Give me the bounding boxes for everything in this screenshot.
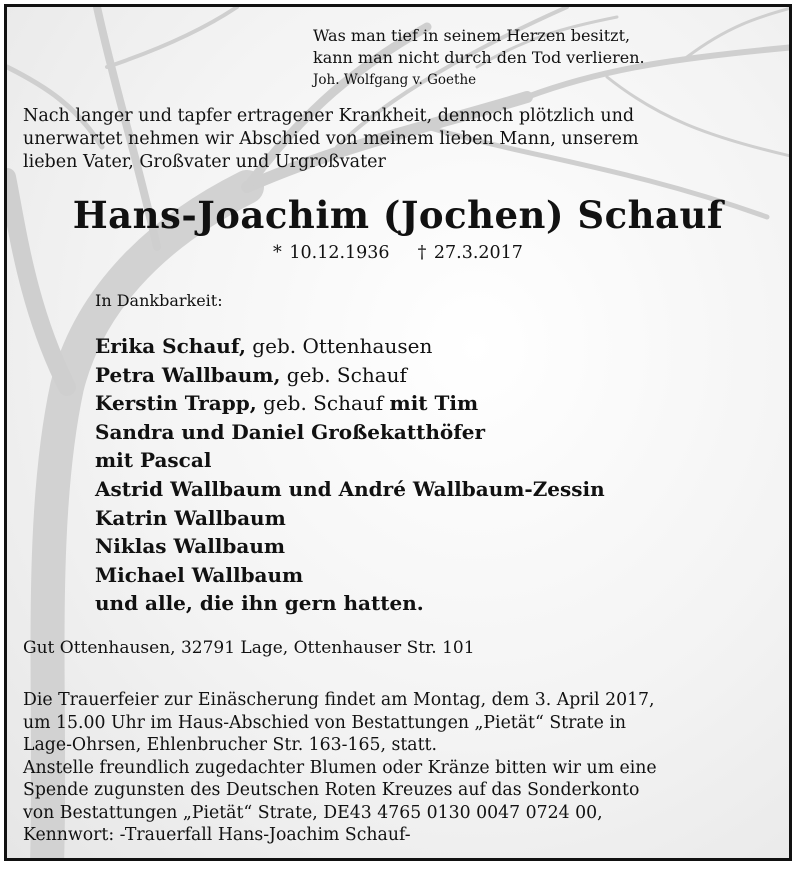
deceased-name: Hans-Joachim (Jochen) Schauf bbox=[72, 193, 724, 237]
obituary-frame bbox=[4, 4, 792, 861]
intro-line-2: unerwartet nehmen wir Abschied von meinem lieben Mann, unserem bbox=[23, 129, 639, 149]
thanks-label: In Dankbarkeit: bbox=[95, 291, 223, 310]
mourner-petra bbox=[95, 361, 605, 390]
quote-line-1: Was man tief in seinem Herzen besitzt, bbox=[313, 26, 631, 45]
mourner-note: geb. Ottenhausen bbox=[245, 334, 433, 358]
mourner-with: mit Tim bbox=[389, 391, 479, 416]
life-dates bbox=[7, 243, 789, 263]
mourner-pascal: mit Pascal bbox=[95, 448, 212, 473]
mourner-sandra: Sandra und Daniel Großekatthöfer bbox=[95, 419, 486, 444]
family-list bbox=[95, 332, 605, 618]
family-address: Gut Ottenhausen, 32791 Lage, Ottenhauser Str. 101 bbox=[23, 638, 475, 658]
mourner-kerstin bbox=[95, 389, 605, 418]
service-line-1: Die Trauerfeier zur Einäscherung findet am Montag, dem 3. April 2017, bbox=[23, 690, 655, 710]
mourner-closing: und alle, die ihn gern hatten. bbox=[95, 591, 424, 616]
service-line-6: von Bestattungen „Pietät“ Strate, DE43 4765 0130 0047 0724 00, bbox=[23, 802, 603, 823]
intro-line-3: lieben Vater, Großvater und Urgroßvater bbox=[23, 152, 386, 172]
service-line-3: Lage-Ohrsen, Ehlenbrucher Str. 163-165, statt. bbox=[23, 735, 437, 755]
mourner-name: Kerstin Trapp, bbox=[95, 391, 257, 416]
intro-text bbox=[23, 105, 639, 174]
mourner-note: geb. Schauf bbox=[280, 362, 407, 387]
mourner-astrid: Astrid Wallbaum und André Wallbaum-Zessin bbox=[95, 476, 605, 501]
intro-line-1: Nach langer und tapfer ertragener Krankheit, dennoch plötzlich und bbox=[23, 106, 635, 126]
mourner-katrin: Katrin Wallbaum bbox=[95, 505, 286, 530]
service-line-4: Anstelle freundlich zugedachter Blumen oder Kränze bitten wir um eine bbox=[23, 757, 657, 778]
quote-line-2: kann man nicht durch den Tod verlieren. bbox=[313, 48, 645, 67]
quote-author: Joh. Wolfgang v. Goethe bbox=[313, 72, 477, 88]
service-line-2: um 15.00 Uhr im Haus-Abschied von Bestattungen „Pietät“ Strate in bbox=[23, 712, 626, 733]
mourner-name: Erika Schauf, bbox=[95, 334, 246, 358]
birth-date: * 10.12.1936 bbox=[273, 243, 390, 263]
mourner-michael: Michael Wallbaum bbox=[95, 562, 304, 587]
mourner-erika bbox=[95, 332, 605, 361]
service-line-5: Spende zugunsten des Deutschen Roten Kreuzes auf das Sonderkonto bbox=[23, 780, 640, 800]
death-date: † 27.3.2017 bbox=[417, 243, 523, 263]
goethe-quote bbox=[313, 25, 645, 91]
mourner-niklas: Niklas Wallbaum bbox=[95, 534, 286, 559]
mourner-name: Petra Wallbaum, bbox=[95, 362, 281, 387]
service-line-7: Kennwort: -Trauerfall Hans-Joachim Schauf- bbox=[23, 825, 411, 845]
mourner-note: geb. Schauf bbox=[256, 391, 390, 416]
service-notice bbox=[23, 689, 657, 847]
